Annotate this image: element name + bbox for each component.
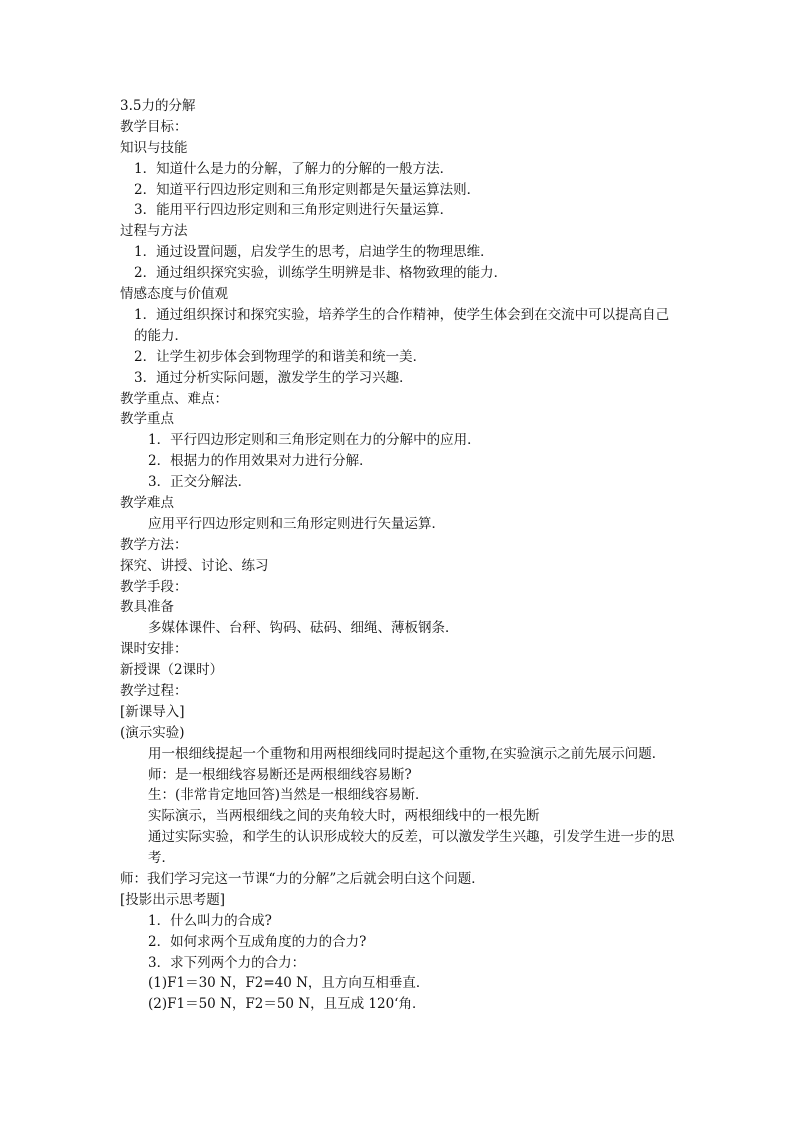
document-title: 3.5力的分解 [120, 98, 196, 114]
heading-key-points: 教学重点、难点： [120, 390, 228, 407]
paragraph: 探究、讲授、讨论、练习 [120, 557, 269, 574]
dialogue-line: 师：是一根细线容易断还是两根细线容易断? [148, 766, 412, 783]
list-item: 1．知道什么是力的分解，了解力的分解的一般方法． [134, 160, 454, 177]
section-label: (演示实验) [120, 724, 185, 741]
paragraph: 多媒体课件、台秤、钩码、砝码、细绳、薄板钢条． [148, 620, 459, 637]
list-item: 1．什么叫力的合成? [148, 912, 272, 929]
paragraph: 用一根细线提起一个重物和用两根细线同时提起这个重物,在实验演示之前先展示问题． [148, 745, 666, 762]
list-item: 2．根据力的作用效果对力进行分解． [148, 453, 373, 470]
list-item: 1．平行四边形定则和三角形定则在力的分解中的应用． [148, 432, 481, 449]
document-body [120, 96, 680, 1015]
list-item: (2)F1＝50 N，F2＝50 N，且互成 120‘角． [148, 996, 426, 1013]
list-item: 3．正交分解法． [148, 474, 252, 491]
list-item: 1．通过组织探讨和探究实验，培养学生的合作精神，使学生体会到在交流中可以提高自己的能力． [134, 306, 670, 344]
subheading-knowledge: 知识与技能 [120, 139, 188, 156]
heading-means: 教学手段： [120, 578, 188, 595]
subheading-attitude: 情感态度与价值观 [120, 286, 228, 303]
section-label: [投影出示思考题] [120, 891, 226, 908]
heading-process: 教学过程： [120, 682, 188, 699]
section-label: [新课导入] [120, 703, 185, 720]
subheading-difficulty: 教学难点 [120, 494, 174, 511]
subheading-tools: 教具准备 [120, 599, 174, 616]
list-item: 1．通过设置问题，启发学生的思考，启迪学生的物理思维． [134, 244, 494, 261]
heading-schedule: 课时安排： [120, 641, 188, 658]
list-item: 2．通过组织探究实验，训练学生明辨是非、格物致理的能力． [134, 265, 508, 282]
subheading-process: 过程与方法 [120, 223, 188, 240]
paragraph: 应用平行四边形定则和三角形定则进行矢量运算． [148, 515, 445, 532]
list-item: 3．能用平行四边形定则和三角形定则进行矢量运算． [134, 202, 454, 219]
list-item: 3．通过分析实际问题，激发学生的学习兴趣． [134, 369, 413, 386]
paragraph: 通过实际实验，和学生的认识形成较大的反差，可以激发学生兴趣，引发学生进一步的思考． [148, 829, 675, 867]
list-item: (1)F1＝30 N，F2=40 N，且方向互相垂直． [148, 975, 430, 992]
list-item: 2．如何求两个互成角度的力的合力? [148, 933, 367, 950]
list-item: 3．求下列两个力的合力： [148, 954, 306, 971]
subheading-focus: 教学重点 [120, 411, 174, 428]
list-item: 2．让学生初步体会到物理学的和谐美和统一美． [134, 348, 427, 365]
paragraph: 实际演示，当两根细线之间的夹角较大时，两根细线中的一根先断 [148, 808, 540, 825]
heading-methods: 教学方法： [120, 536, 188, 553]
list-item: 2．知道平行四边形定则和三角形定则都是矢量运算法则． [134, 181, 481, 198]
paragraph: 新授课（2课时） [120, 662, 224, 679]
dialogue-line: 生：(非常肯定地回答)当然是一根细线容易断． [148, 787, 429, 804]
heading-objectives: 教学目标： [120, 118, 188, 135]
dialogue-line: 师：我们学习完这一节课“力的分解”之后就会明白这个问题． [120, 871, 485, 888]
